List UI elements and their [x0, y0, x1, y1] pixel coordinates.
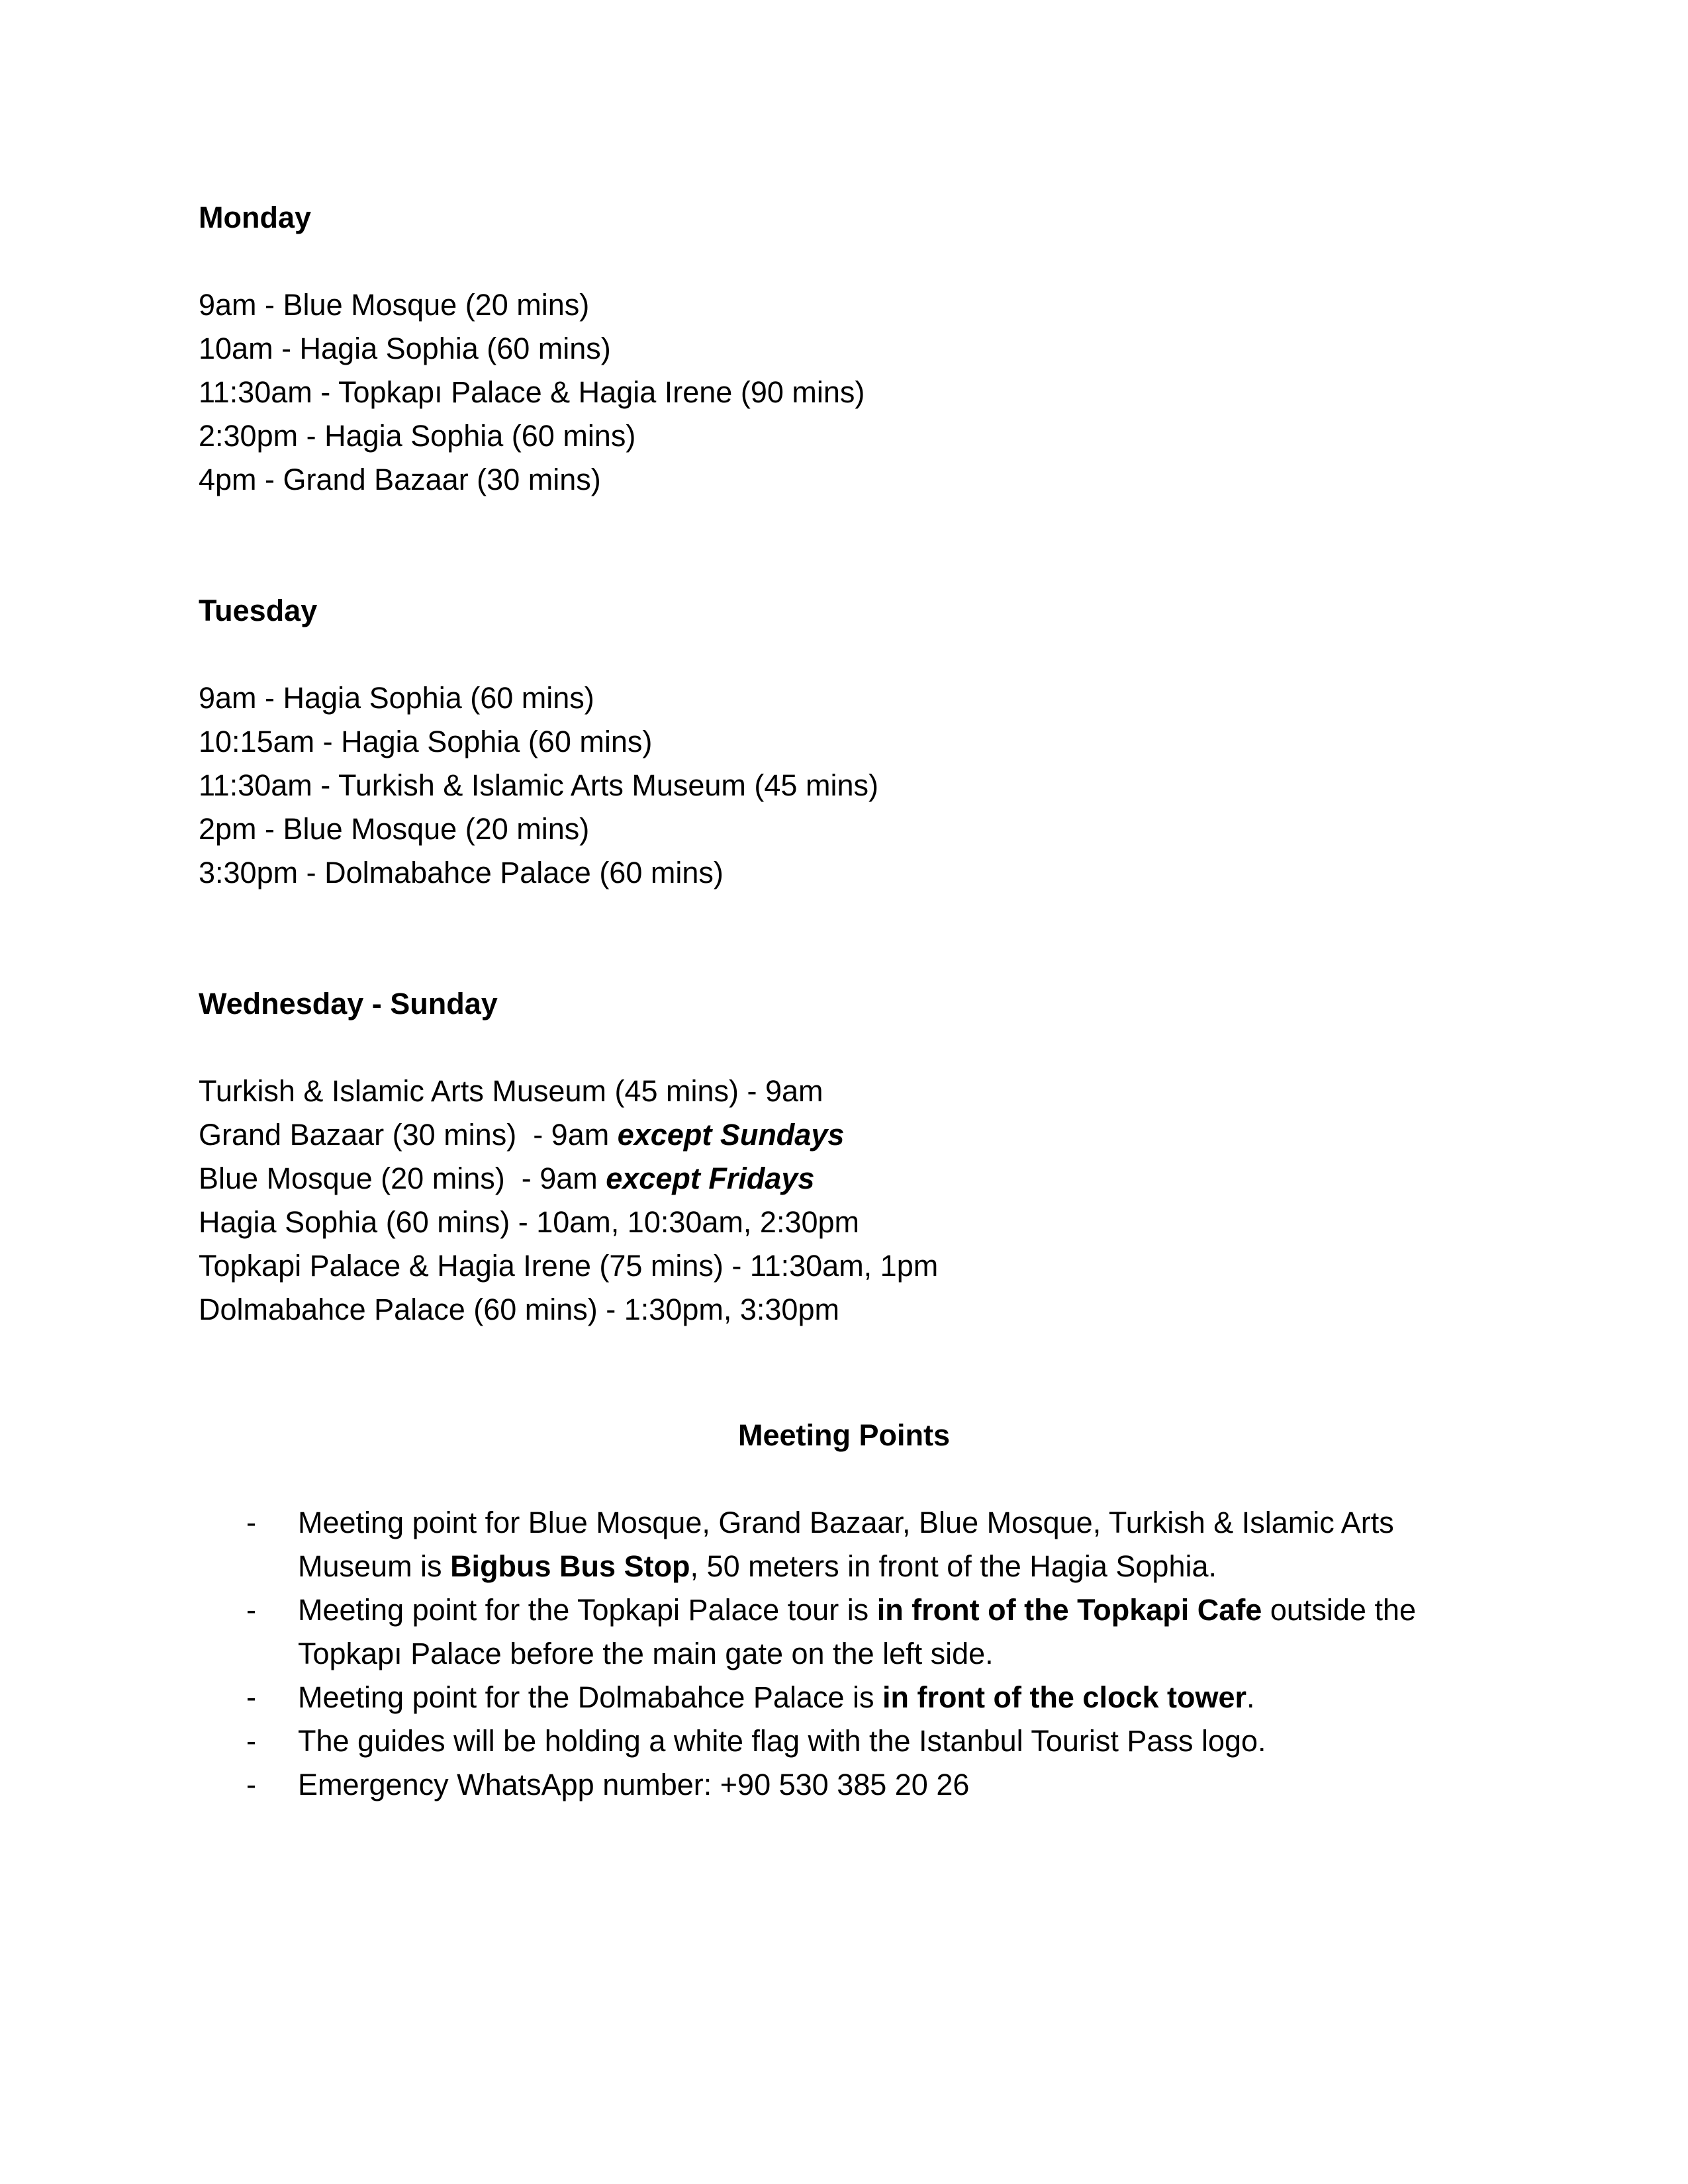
bullet-marker: -: [246, 1680, 256, 1714]
monday-heading: Monday: [199, 201, 312, 234]
meeting-point-text-end: , 50 meters in front of the Hagia Sophia.: [690, 1549, 1217, 1583]
schedule-item: 9am - Hagia Sophia (60 mins): [199, 681, 594, 715]
meeting-point-location: in front of the clock tower: [882, 1680, 1247, 1714]
meeting-point-text-end: .: [1246, 1680, 1255, 1714]
list-item: [246, 1676, 1504, 1719]
schedule-item-text: Blue Mosque (20 mins) - 9am: [199, 1161, 606, 1195]
schedule-item-text: Topkapi Palace & Hagia Irene (75 mins) - 11:30am, 1pm: [199, 1249, 939, 1283]
meeting-point-location: Bigbus Bus Stop: [450, 1549, 690, 1583]
meeting-point-location: in front of the Topkapi Cafe: [876, 1593, 1262, 1627]
schedule-item-note: except Sundays: [617, 1118, 845, 1152]
schedule-item: 9am - Blue Mosque (20 mins): [199, 288, 590, 322]
schedule-item: [199, 1069, 1523, 1113]
schedule-item-text: Turkish & Islamic Arts Museum (45 mins) - 9am: [199, 1074, 823, 1108]
schedule-item: 10:15am - Hagia Sophia (60 mins): [199, 725, 653, 758]
schedule-item-text: Hagia Sophia (60 mins) - 10am, 10:30am, 2:30pm: [199, 1205, 860, 1239]
bullet-marker: -: [246, 1724, 256, 1758]
schedule-item: [199, 1157, 1523, 1201]
meeting-point-text: Emergency WhatsApp number: +90 530 385 20 26: [298, 1768, 970, 1801]
list-item: [246, 1501, 1504, 1588]
bullet-marker: -: [246, 1506, 256, 1539]
list-item: [246, 1719, 1504, 1763]
monday-section: [199, 196, 1523, 502]
schedule-item-text: Dolmabahce Palace (60 mins) - 1:30pm, 3:30pm: [199, 1293, 839, 1326]
tuesday-heading: Tuesday: [199, 594, 318, 627]
meeting-points-heading: Meeting Points: [737, 1418, 950, 1452]
bullet-marker: -: [246, 1593, 256, 1627]
schedule-item: [199, 1244, 1523, 1288]
wednesday-sunday-heading: Wednesday - Sunday: [199, 987, 498, 1021]
schedule-item-note: except Fridays: [606, 1161, 815, 1195]
schedule-item: [199, 1113, 1523, 1157]
schedule-item: [199, 1288, 1523, 1332]
schedule-item: 3:30pm - Dolmabahce Palace (60 mins): [199, 856, 724, 889]
list-item: [246, 1588, 1504, 1676]
meeting-point-text: Meeting point for the Topkapi Palace tour is: [298, 1593, 877, 1627]
meeting-points-list: [246, 1501, 1504, 1807]
bullet-marker: -: [246, 1768, 256, 1801]
schedule-item: 4pm - Grand Bazaar (30 mins): [199, 463, 601, 496]
schedule-item-text: Grand Bazaar (30 mins) - 9am: [199, 1118, 618, 1152]
schedule-item: 11:30am - Topkapı Palace & Hagia Irene (90 mins): [199, 375, 865, 409]
meeting-point-text: The guides will be holding a white flag with the Istanbul Tourist Pass logo.: [298, 1724, 1266, 1758]
meeting-point-text-end: outside the Topkapı Palace before the main gate on the left side.: [298, 1593, 1416, 1670]
schedule-item: 2:30pm - Hagia Sophia (60 mins): [199, 419, 636, 453]
schedule-item: 2pm - Blue Mosque (20 mins): [199, 812, 590, 846]
list-item: [246, 1763, 1504, 1807]
schedule-item: 10am - Hagia Sophia (60 mins): [199, 332, 611, 365]
tuesday-section: [199, 589, 1523, 895]
schedule-item: [199, 1201, 1523, 1244]
meeting-point-text: Meeting point for Blue Mosque, Grand Bazaar, Blue Mosque, Turkish & Islamic Arts Museum is: [298, 1506, 1394, 1583]
meeting-point-text: Meeting point for the Dolmabahce Palace is: [298, 1680, 882, 1714]
wednesday-sunday-section: [199, 982, 1523, 1332]
schedule-item: 11:30am - Turkish & Islamic Arts Museum (45 mins): [199, 768, 878, 802]
